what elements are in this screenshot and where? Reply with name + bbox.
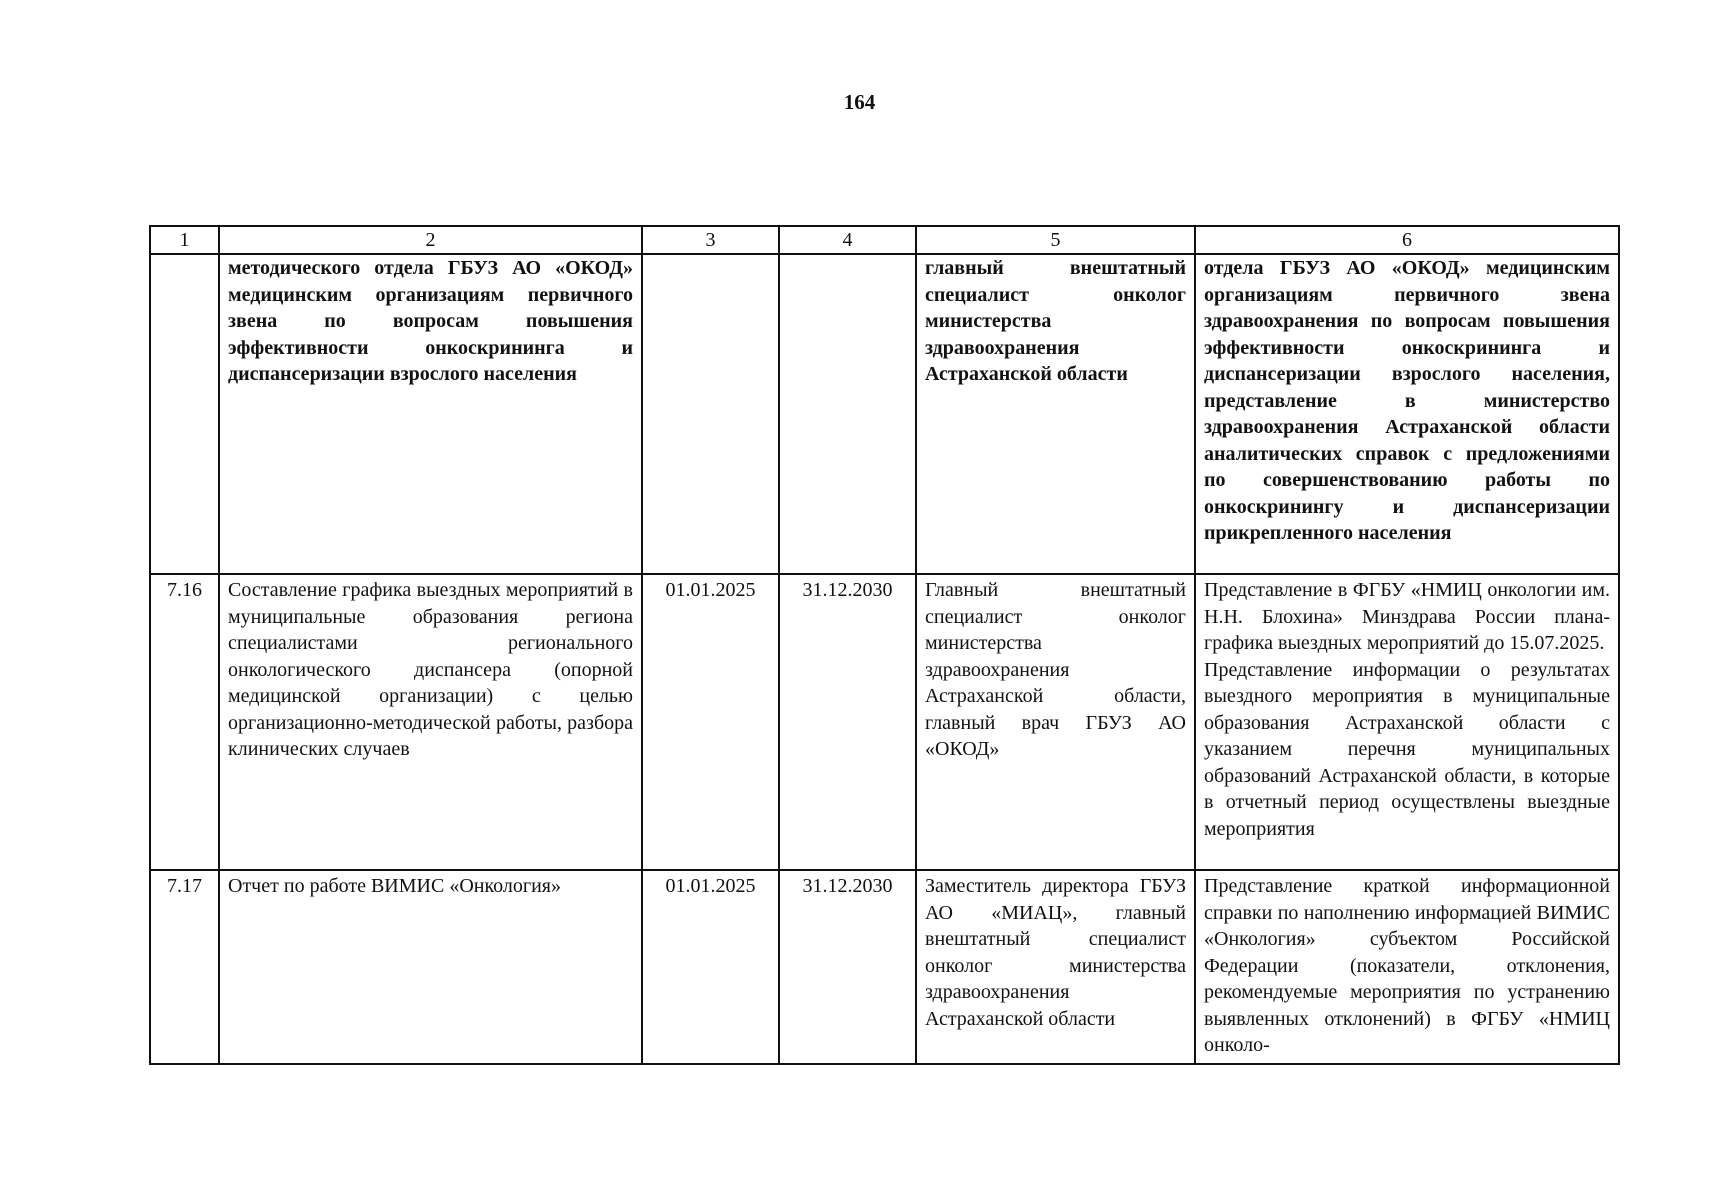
start-date-cell: 01.01.2025 [642,574,779,870]
row-number [150,254,219,574]
activity-cell: Составление графика выездных мероприятий в муниципальные образования региона специалистами регионального онкологического диспансера (опорной медицинской организации) с целью организационно-методической работы, разбора клинических случаев [219,574,642,870]
header-cell-5: 5 [916,226,1195,254]
end-date-cell: 31.12.2030 [779,870,916,1064]
result-paragraph: Представление краткой информационной справки по наполнению информацией ВИМИС «Онкология» субъектом Российской Федерации (показатели, отклонения, рекомендуемые мероприятия по устранению выявленных отклонений) в ФГБУ «НМИЦ онколо- [1204,875,1610,1056]
header-cell-2: 2 [219,226,642,254]
table-row [150,254,1619,574]
result-cell [1195,254,1619,574]
responsible-cell: Главный внештатный специалист онколог министерства здравоохранения Астраханской области, главный врач ГБУЗ АО «ОКОД» [916,574,1195,870]
start-date-cell: 01.01.2025 [642,870,779,1064]
activity-cell: Отчет по работе ВИМИС «Онкология» [219,870,642,1064]
plan-table [149,225,1620,1065]
end-date-cell: 31.12.2030 [779,574,916,870]
result-paragraph: отдела ГБУЗ АО «ОКОД» медицинским организациям первичного звена здравоохранения по вопросам повышения эффективности онкоскрининга и диспансеризации взрослого населения, представление в министерство здравоохранения Астраханской области аналитических справок с предложениями по совершенствованию работы по онкоскринингу и диспансеризации прикрепленного населения [1204,257,1610,544]
responsible-cell: Заместитель директора ГБУЗ АО «МИАЦ», главный внештатный специалист онколог министерства здравоохранения Астраханской области [916,870,1195,1064]
row-number: 7.16 [150,574,219,870]
result-paragraph: Представление в ФГБУ «НМИЦ онкологии им. Н.Н. Блохина» Минздрава России плана-графика выездных мероприятий до 15.07.2025. [1204,579,1610,654]
table-row [150,870,1619,1064]
header-cell-1: 1 [150,226,219,254]
result-paragraph: Представление информации о результатах выездного мероприятия в муниципальные образования Астраханской области с указанием перечня муниципальных образований Астраханской области, в которые в отчетный период осуществлены выездные мероприятия [1204,658,1610,840]
responsible-cell: главный внештатный специалист онколог министерства здравоохранения Астраханской области [916,254,1195,574]
row-number: 7.17 [150,870,219,1064]
table-row [150,574,1619,870]
result-cell [1195,870,1619,1064]
start-date-cell [642,254,779,574]
header-row [150,226,1619,254]
result-cell [1195,574,1619,870]
header-cell-3: 3 [642,226,779,254]
header-cell-6: 6 [1195,226,1619,254]
page-number: 164 [843,90,876,114]
end-date-cell [779,254,916,574]
header-cell-4: 4 [779,226,916,254]
activity-cell: методического отдела ГБУЗ АО «ОКОД» медицинским организациям первичного звена по вопросам повышения эффективности онкоскрининга и диспансеризации взрослого населения [219,254,642,574]
